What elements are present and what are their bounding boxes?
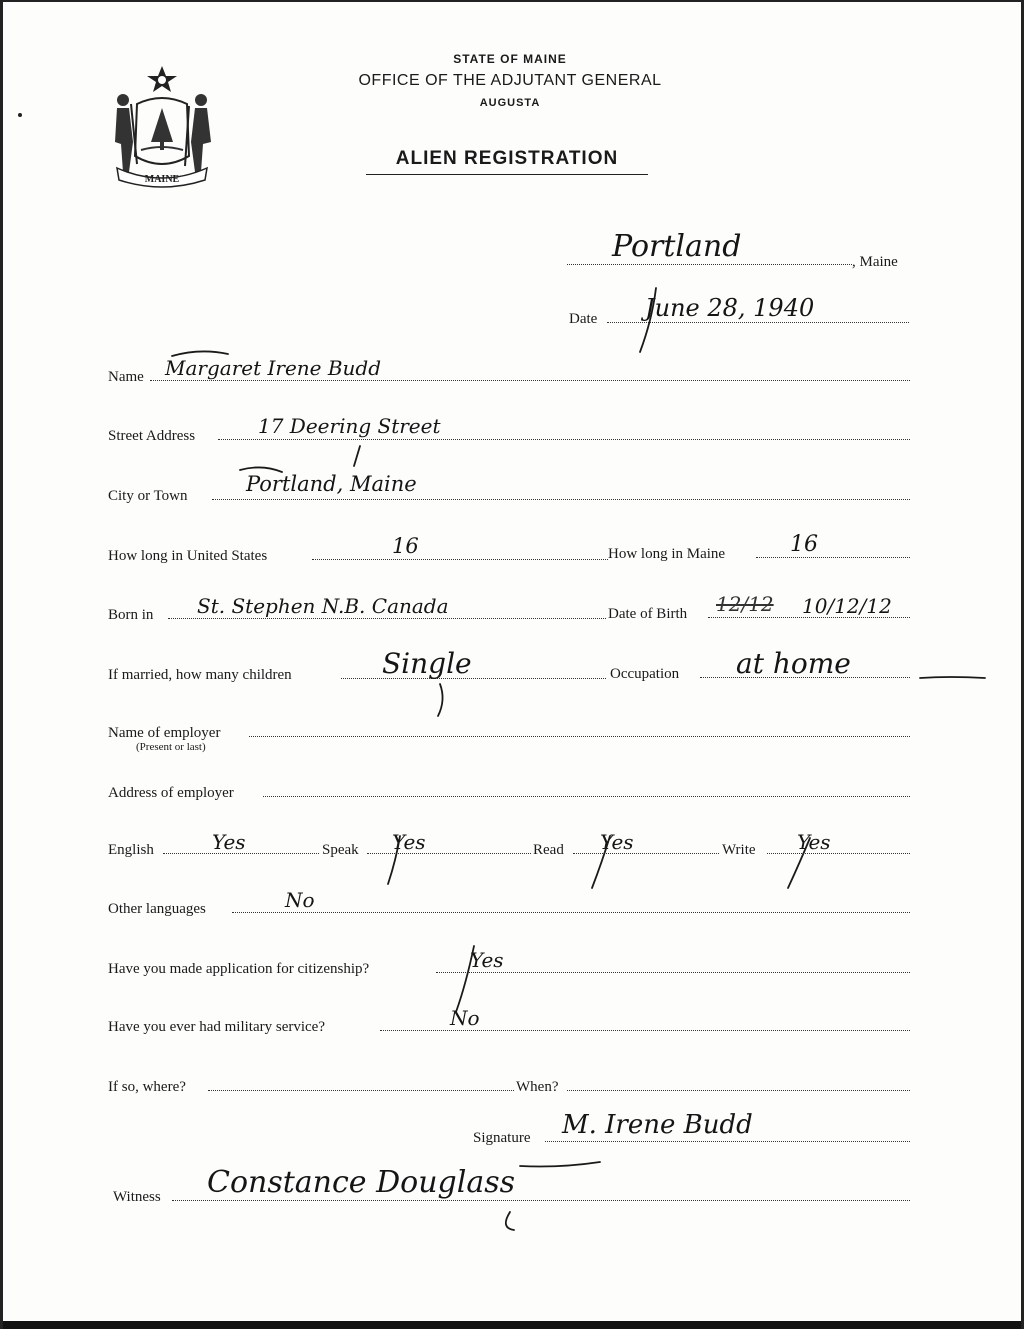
years-us-value: 16 [392,534,419,558]
signature-label: Signature [473,1130,531,1146]
years-maine-value: 16 [790,532,818,557]
date-label: Date [569,311,598,327]
children-value: Single [382,647,472,680]
header-city: AUGUSTA [479,97,541,109]
years-maine-label: How long in Maine [608,546,726,562]
born-in-value: St. Stephen N.B. Canada [197,594,449,618]
military-label: Have you ever had military service? [108,1019,325,1035]
employer-address-label: Address of employer [108,785,234,801]
street-g-descender [354,446,360,466]
city-p-flourish [240,467,282,472]
english-value: Yes [212,830,246,854]
years-us-label: How long in United States [108,548,268,564]
english-label: English [108,842,154,858]
speak-value: Yes [392,830,426,854]
place-value: Portland [612,229,742,264]
citizenship-y-stroke [456,946,474,1012]
dob-value: 10/12/12 [802,594,892,618]
witness-label: Witness [113,1189,161,1205]
date-j-descender [640,288,656,352]
street-label: Street Address [108,428,196,444]
occupation-label: Occupation [610,666,680,682]
citizenship-label: Have you made application for citizenship? [108,961,370,977]
place-suffix: , Maine [852,254,898,270]
read-label: Read [533,842,564,858]
name-m-flourish [172,351,228,356]
where-label: If so, where? [108,1079,186,1095]
children-label: If married, how many children [108,667,292,683]
occupation-value: at home [736,647,851,680]
other-languages-label: Other languages [108,901,206,917]
witness-value: Constance Douglass [207,1165,515,1200]
write-value: Yes [797,830,831,854]
signature-underline [520,1162,600,1167]
dob-label: Date of Birth [608,606,688,622]
date-value: June 28, 1940 [645,294,815,322]
when-label: When? [516,1079,559,1095]
born-in-label: Born in [108,607,154,623]
speak-y-stroke [388,836,400,884]
read-value: Yes [600,830,634,854]
header-office: OFFICE OF THE ADJUTANT GENERAL [358,72,662,89]
employer-label: Name of employer [108,725,221,741]
occupation-tail [920,677,985,678]
write-y-stroke [788,838,810,888]
header-state: STATE OF MAINE [453,52,567,66]
other-languages-value: No [285,888,315,912]
single-g-descender [438,684,443,716]
street-value: 17 Deering Street [258,414,441,438]
speak-label: Speak [322,842,359,858]
name-label: Name [108,369,144,385]
city-value: Portland, Maine [246,472,417,496]
employer-sublabel: (Present or last) [136,741,206,753]
write-label: Write [722,842,756,858]
military-value: No [450,1006,480,1030]
dob-struck-mark: 12/12 [716,592,774,616]
citizenship-value: Yes [470,948,504,972]
seal-banner-text: MAINE [144,174,180,185]
read-y-stroke [592,836,610,888]
witness-g-loop [506,1212,514,1230]
signature-value: M. Irene Budd [562,1110,753,1140]
form-title: ALIEN REGISTRATION [366,148,648,175]
name-value: Margaret Irene Budd [165,356,382,380]
city-label: City or Town [108,488,188,504]
